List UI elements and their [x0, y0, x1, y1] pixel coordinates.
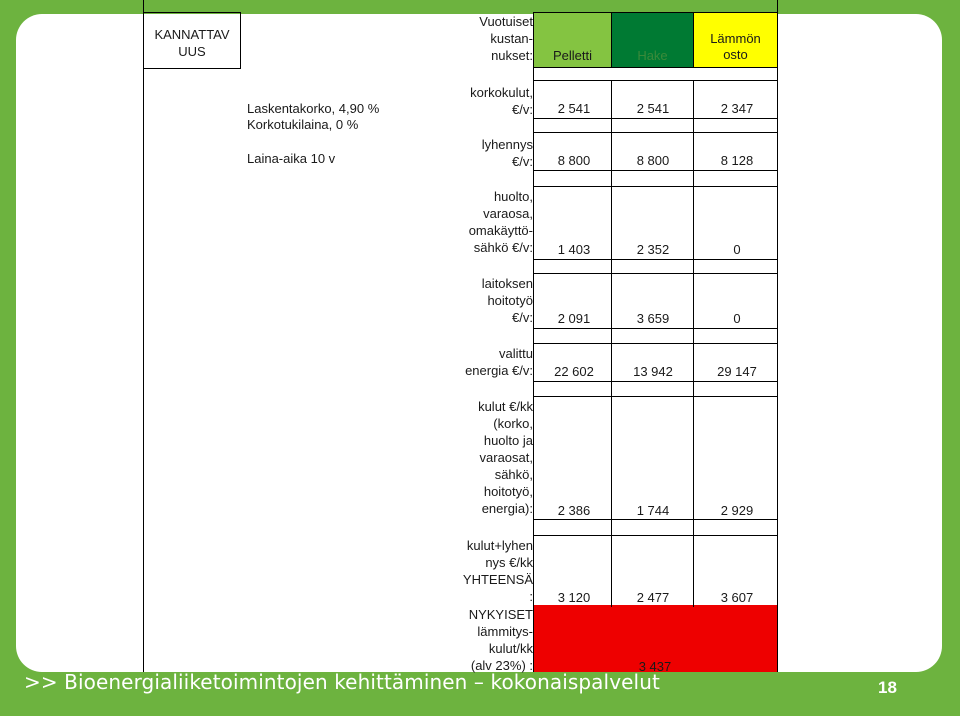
table-left-border — [143, 0, 144, 672]
value-huolto-hake: 2 352 — [636, 242, 670, 257]
value-energia-hake: 13 942 — [633, 364, 673, 379]
value-nykyiset: 3 437 — [638, 659, 672, 674]
value-korkokulut-hake: 2 541 — [636, 101, 670, 116]
footer-text: >> Bioenergialiiketoimintojen kehittäminen – kokonaispalvelut — [24, 670, 660, 694]
costs-header-label: Vuotuiset kustan- nukset: — [479, 14, 533, 63]
row-label-nykyiset: NYKYISET lämmitys- kulut/kk (alv 23%) : — [468, 607, 533, 673]
value-yhteensa-hake: 2 477 — [636, 590, 670, 605]
table-title-divider — [240, 12, 241, 68]
subsidy-loan: Korkotukilaina, 0 % — [247, 117, 359, 132]
column-header-hake: Hake — [611, 12, 694, 68]
value-korkokulut-lammon-osto: 2 347 — [720, 101, 754, 116]
row-label-huolto: huolto, varaosa, omakäyttö- sähkö €/v: — [468, 189, 533, 255]
column-header-pelletti: Pelletti — [533, 12, 612, 68]
column-divider-2 — [611, 80, 612, 607]
header-top-line — [143, 12, 241, 13]
value-kulut-kk-pelletti: 2 386 — [557, 503, 591, 518]
row-label-hoitotyo: laitoksen hoitotyö €/v: — [481, 276, 533, 325]
value-hoitotyo-hake: 3 659 — [636, 311, 670, 326]
column-divider-3 — [693, 80, 694, 607]
page-number: 18 — [878, 678, 897, 697]
title-line-2: UUS — [178, 44, 206, 59]
row-label-energia: valittu energia €/v: — [465, 346, 533, 378]
value-huolto-pelletti: 1 403 — [557, 242, 591, 257]
value-yhteensa-lammon-osto: 3 607 — [720, 590, 754, 605]
value-huolto-lammon-osto: 0 — [733, 242, 741, 257]
title-line-1: KANNATTAV — [154, 27, 230, 42]
loan-period: Laina-aika 10 v — [247, 151, 336, 166]
value-hoitotyo-pelletti: 2 091 — [557, 311, 591, 326]
value-lyhennys-hake: 8 800 — [636, 153, 670, 168]
value-korkokulut-pelletti: 2 541 — [557, 101, 591, 116]
row-cells-kulut-kk — [533, 396, 778, 520]
table-title — [144, 26, 240, 60]
row-label-lyhennys: lyhennys €/v: — [481, 137, 533, 169]
value-hoitotyo-lammon-osto: 0 — [733, 311, 741, 326]
row-label-kulut-kk: kulut €/kk (korko, huolto ja varaosat, sähkö, hoitotyö, energia): — [478, 399, 533, 516]
row-label-yhteensa: kulut+lyhen nys €/kk YHTEENSÄ : — [462, 538, 533, 604]
column-header-lammon-osto: Lämmön osto — [693, 12, 778, 68]
value-lyhennys-pelletti: 8 800 — [557, 153, 591, 168]
value-energia-lammon-osto: 29 147 — [717, 364, 757, 379]
calculation-parameters — [247, 101, 379, 167]
value-kulut-kk-lammon-osto: 2 929 — [720, 503, 754, 518]
value-kulut-kk-hake: 1 744 — [636, 503, 670, 518]
column-divider-1 — [533, 12, 534, 672]
value-yhteensa-pelletti: 3 120 — [557, 590, 591, 605]
value-lyhennys-lammon-osto: 8 128 — [720, 153, 754, 168]
row-label-korkokulut: korkokulut, €/v: — [470, 85, 533, 117]
interest-rate: Laskentakorko, 4,90 % — [247, 101, 380, 116]
value-energia-pelletti: 22 602 — [554, 364, 594, 379]
header-bottom-line — [143, 68, 241, 69]
